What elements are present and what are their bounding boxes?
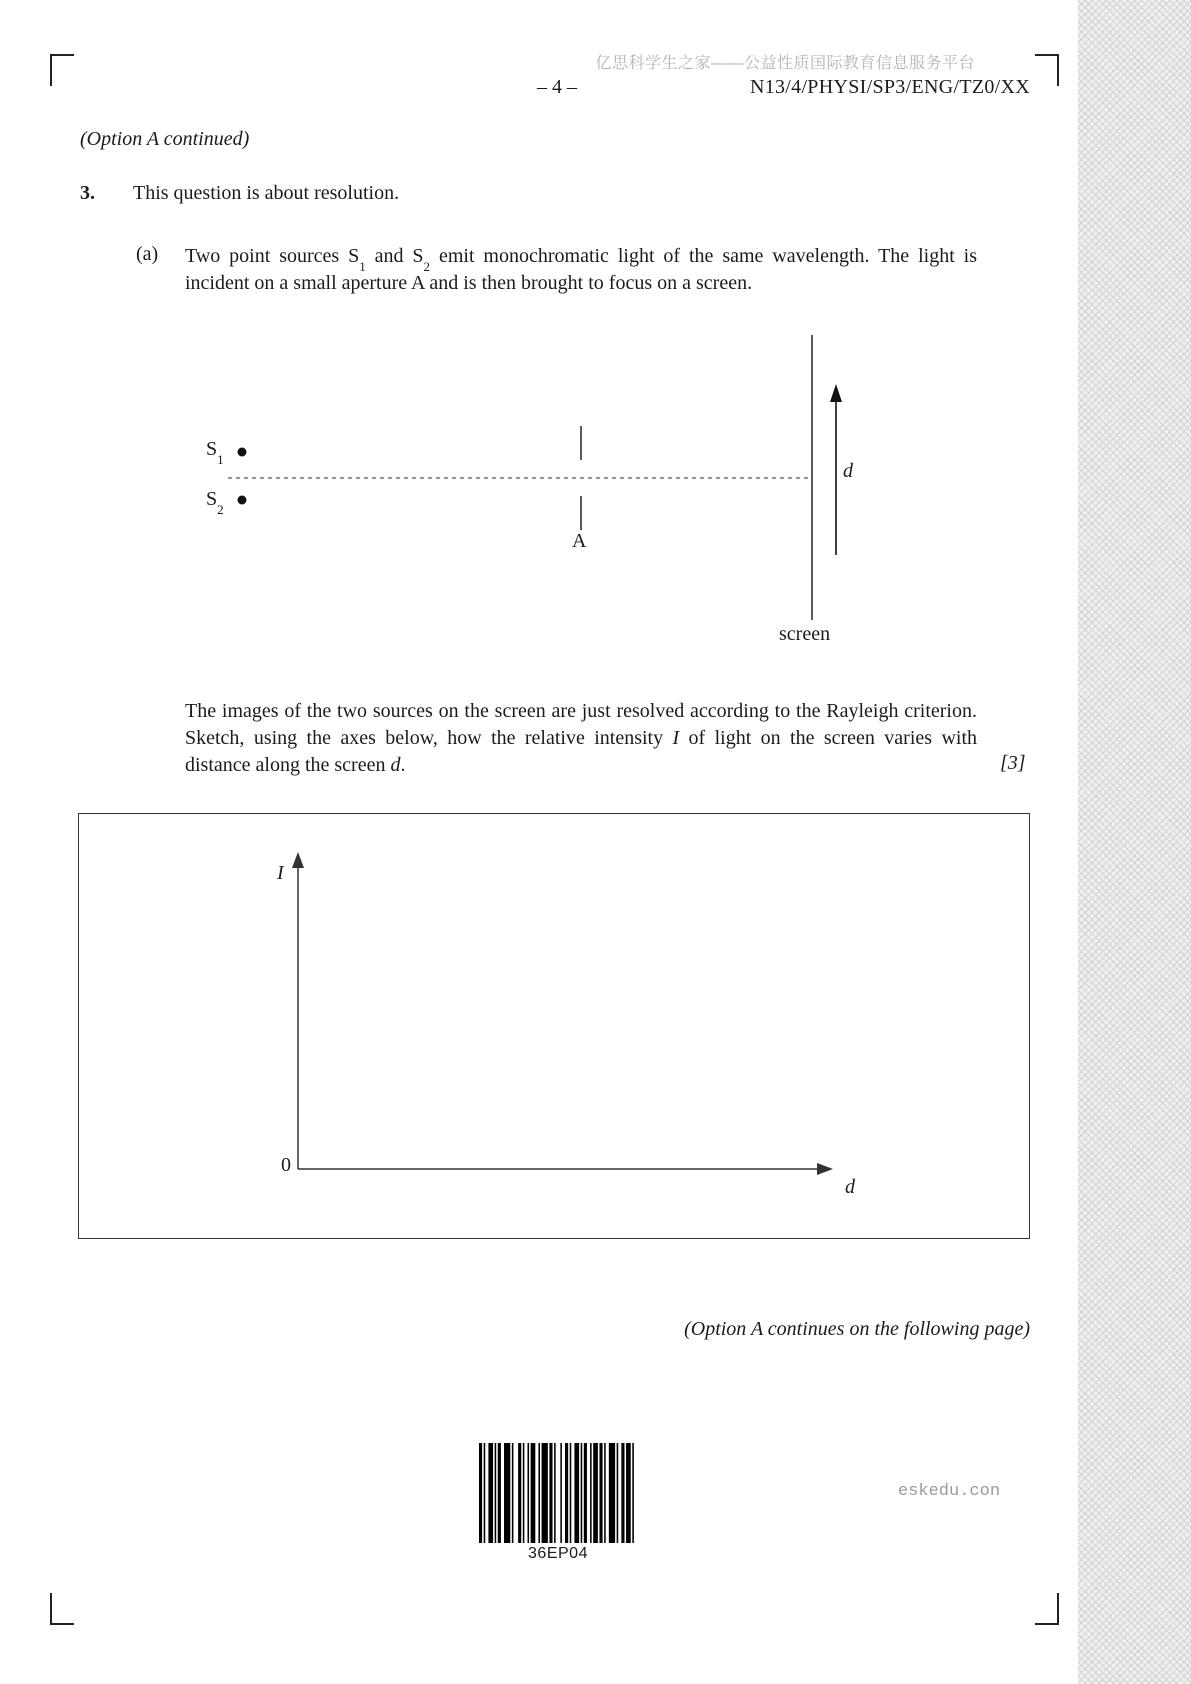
graph-y-label: I	[277, 862, 284, 884]
rayleigh-prompt	[185, 698, 977, 779]
label-s1: $S_1$	[206, 438, 224, 467]
graph-origin-label: 0	[281, 1154, 291, 1176]
label-s2: $S_2$	[206, 488, 224, 517]
s1-subscript: 1	[359, 259, 366, 274]
corner-mark-bottom-right	[1035, 1593, 1059, 1625]
chinese-banner: 亿思科学生之家——公益性质国际教育信息服务平台	[595, 55, 975, 72]
page-number: – 4 –	[537, 76, 577, 98]
prompt-seg2: of light on the screen varies with distance along the screen	[185, 727, 977, 776]
part-a-text	[185, 243, 977, 297]
corner-mark-bottom-left	[50, 1593, 74, 1625]
part-a-seg2: and S	[365, 245, 424, 267]
ray-diagram-lines	[0, 320, 1080, 665]
prompt-seg1: The images of the two sources on the screen are just resolved according to the Rayleigh criterion. Sketch, using the axes below, how the relative intensity	[185, 700, 977, 749]
d-arrow-head	[830, 384, 842, 402]
s2-subscript: 2	[423, 259, 431, 274]
question-3-row	[80, 182, 980, 205]
graph-axes	[79, 814, 1027, 1235]
part-a-label: (a)	[136, 243, 159, 265]
ray-diagram	[0, 320, 1080, 665]
barcode	[479, 1443, 637, 1543]
part-a-block	[136, 243, 981, 297]
answer-graph-box[interactable]	[78, 813, 1030, 1239]
option-continues-note: (Option A continues on the following page)	[684, 1318, 1030, 1340]
x-axis-arrow-head	[817, 1163, 833, 1175]
label-screen: screen	[779, 623, 831, 645]
label-aperture: A	[572, 530, 587, 552]
part-a-seg3: emit monochromatic light of the same wavelength. The light is incident on a small aperture A and is then brought to focus on a screen.	[185, 245, 978, 294]
prompt-seg3: .	[400, 754, 406, 776]
question-intro: This question is about resolution.	[133, 182, 400, 204]
marks-badge: [3]	[1000, 752, 1026, 774]
corner-mark-top-right	[1035, 54, 1059, 86]
label-d: d	[843, 460, 853, 482]
source-s1-dot	[238, 448, 247, 457]
prompt-distance-symbol: d	[390, 754, 401, 776]
option-continued-note: (Option A continued)	[80, 128, 250, 150]
question-number: 3.	[80, 182, 95, 204]
barcode-block	[479, 1443, 637, 1563]
barcode-label: 36EP04	[528, 1545, 588, 1562]
watermark-text: eskedu.con	[898, 1482, 1001, 1501]
y-axis-arrow-head	[292, 852, 304, 868]
source-s2-dot	[238, 496, 247, 505]
graph-x-label: d	[845, 1176, 855, 1198]
paper-code: N13/4/PHYSI/SP3/ENG/TZ0/XX	[749, 76, 1030, 98]
prompt-intensity-symbol: I	[672, 727, 680, 749]
part-a-seg1: Two point sources S	[185, 245, 360, 267]
right-hatch-strip	[1078, 0, 1191, 1684]
